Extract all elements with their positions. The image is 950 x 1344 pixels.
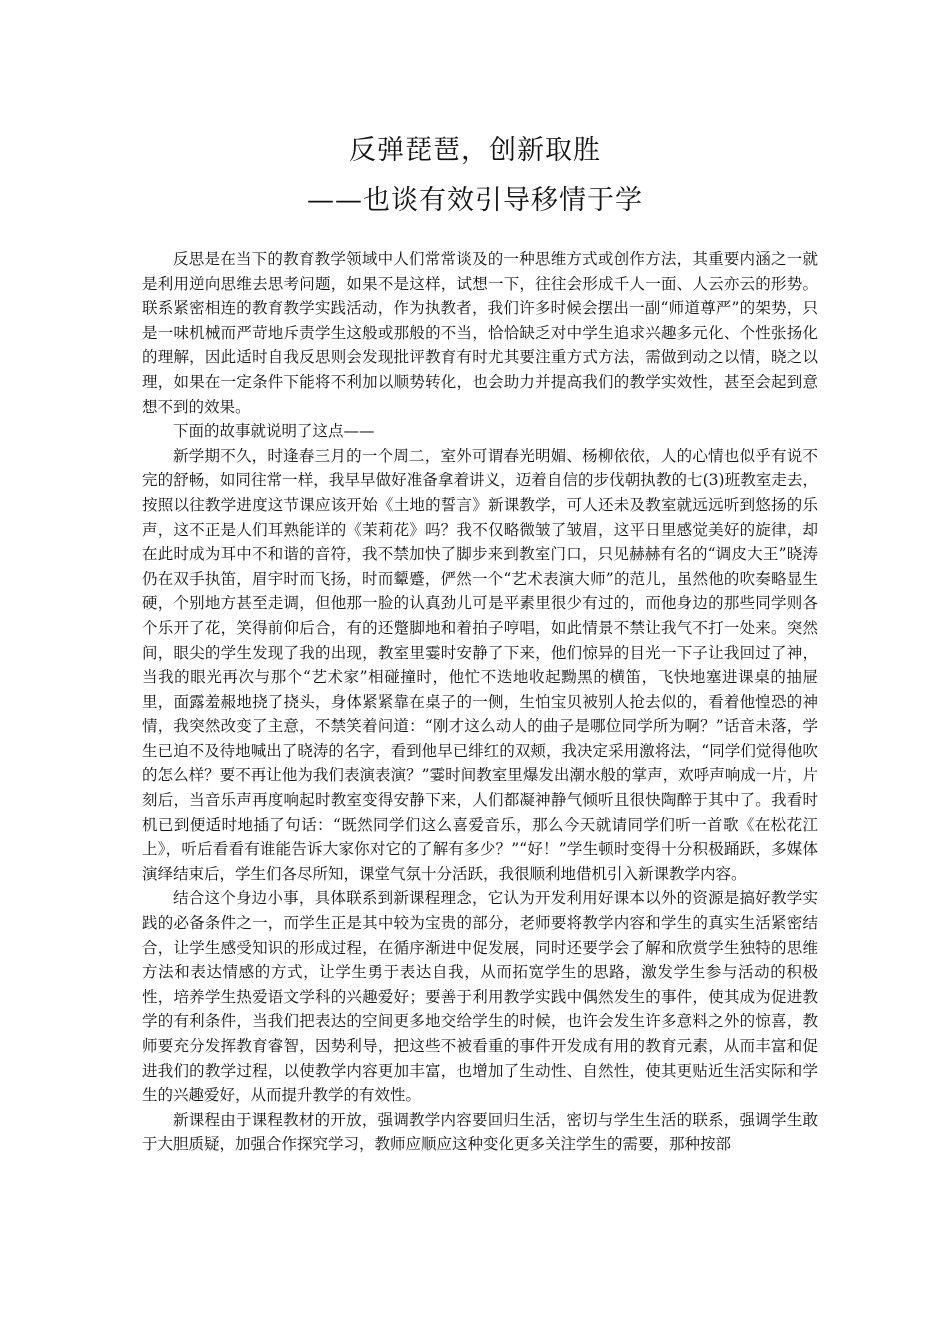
document-body [142,247,818,1157]
paragraph: 新学期不久，时逢春三月的一个周二，室外可谓春光明媚、杨柳依依，人的心情也似乎有说不完的舒畅，如同往常一样，我早早做好准备拿着讲义，迈着自信的步伐朝执教的七(3)班教室走去，按照以往教学进度这节课应该开始《土地的誓言》新课教学，可人还未及教室就远远听到悠扬的乐声，这不正是人们耳熟能详的《茉莉花》吗？我不仅略微皱了皱眉，这平日里感觉美好的旋律，却在此时成为耳中不和谐的音符，我不禁加快了脚步来到教室门口，只见赫赫有名的“调皮大王”晓涛仍在双手执笛，眉宇时而飞扬，时而颦蹙，俨然一个“艺术表演大师”的范儿，虽然他的吹奏略显生硬，个别地方甚至走调，但他那一脸的认真劲儿可是平素里很少有过的，而他身边的那些同学则各个乐开了花，笑得前仰后合，有的还蹩脚地和着拍子哼唱，如此情景不禁让我气不打一处来。突然间，眼尖的学生发现了我的出现，教室里霎时安静了下来，他们惊异的目光一下子让我回过了神，当我的眼光再次与那个“艺术家”相碰撞时，他忙不迭地收起黝黑的横笛，飞快地塞进课桌的抽屉里，面露羞赧地挠了挠头，身体紧紧靠在桌子的一侧，生怕宝贝被别人抢去似的，看着他惶恐的神情，我突然改变了主意，不禁笑着问道：“刚才这么动人的曲子是哪位同学所为啊？”话音未落，学生已迫不及待地喊出了晓涛的名字，看到他早已绯红的双颊，我决定采用激将法，“同学们觉得他吹的怎么样？要不再让他为我们表演表演？”霎时间教室里爆发出潮水般的掌声，欢呼声响成一片，片刻后，当音乐声再度响起时教室变得安静下来，人们都凝神静气倾听且很快陶醉于其中了。我看时机已到便适时地插了句话：“既然同学们这么喜爱音乐，那么今天就请同学们听一首歌《在松花江上》，听后看看有谁能告诉大家你对它的了解有多少？”“好！”学生顿时变得十分积极踊跃，多媒体演绎结束后，学生们各尽所知，课堂气氛十分活跃，我很顺利地借机引入新课教学内容。 [142,446,818,883]
paragraph: 结合这个身边小事，具体联系到新课程理念，它认为开发利用好课本以外的资源是搞好教学实践的必备条件之一，而学生正是其中较为宝贵的部分，老师要将教学内容和学生的真实生活紧密结合，让学生感受知识的形成过程，在循序渐进中促发展，同时还要学会了解和欣赏学生独特的思维方法和表达情感的方式，让学生勇于表达自我，从而拓宽学生的思路，激发学生参与活动的积极性，培养学生热爱语文学科的兴趣爱好；要善于利用教学实践中偶然发生的事件，使其成为促进教学的有利条件，当我们把表达的空间更多地交给学生的时候，也许会发生许多意料之外的惊喜，教师要充分发挥教育睿智，因势利导，把这些不被看重的事件开发成有用的教育元素，从而丰富和促进我们的教学过程，以使教学内容更加丰富，也增加了生动性、自然性，使其更贴近生活实际和学生的兴趣爱好，从而提升教学的有效性。 [142,889,818,1105]
paragraph: 反思是在当下的教育教学领域中人们常常谈及的一种思维方式或创作方法，其重要内涵之一就是利用逆向思维去思考问题，如果不是这样，试想一下，往往会形成千人一面、人云亦云的形势。联系紧密相连的教育教学实践活动，作为执教者，我们许多时候会摆出一副“师道尊严”的架势，只是一味机械而严苛地斥责学生这般或那般的不当，恰恰缺乏对中学生追求兴趣多元化、个性张扬化的理解，因此适时自我反思则会发现批评教育有时尤其要注重方式方法，需做到动之以情，晓之以理，如果在一定条件下能将不利加以顺势转化，也会助力并提高我们的教学实效性，甚至会起到意想不到的效果。 [142,250,818,416]
paragraph: 下面的故事就说明了这点—— [173,422,375,441]
document-title: 反弹琵琶，创新取胜 [349,135,601,166]
paragraph: 新课程由于课程教材的开放，强调教学内容要回归生活，密切与学生生活的联系，强调学生敢于大胆质疑，加强合作探究学习，教师应顺应这种变化更多关注学生的需要，那种按部 [142,1110,818,1154]
document-subtitle: ——也谈有效引导移情于学 [307,185,643,216]
